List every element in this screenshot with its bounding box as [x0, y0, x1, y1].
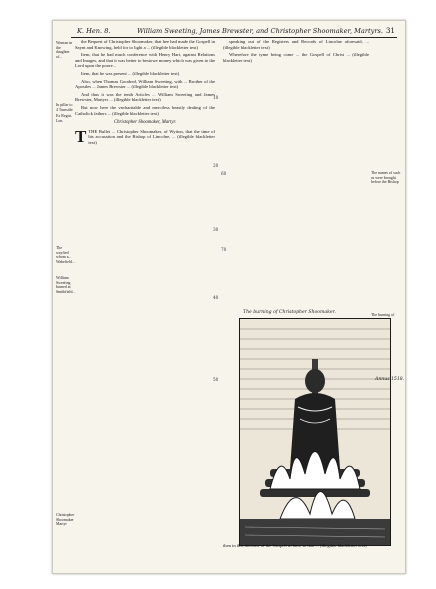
right-bottom-text: then in this doctrine of the Gospell in him, so that ... (illegible blackletter text)	[223, 543, 367, 548]
page-number: 31	[385, 26, 395, 35]
left-margin-note	[56, 246, 74, 266]
martyr-burning-image	[240, 319, 390, 545]
year-note: Annus 1518.	[375, 377, 405, 382]
margin-note: Christopher Shoomaker Martyr	[56, 513, 75, 527]
paragraph: the Bequest of Christopher Shoomaker, that hee had made the Gospell in Saynt and Knowing, held for to light a ... (illegible blackletter text)	[75, 39, 215, 50]
margin-note: William Sweeting burned at Smithfield...	[56, 276, 76, 294]
line-mark: 30	[213, 227, 219, 232]
right-margin-note	[371, 171, 403, 187]
left-margin-note	[56, 103, 74, 125]
left-margin-note	[56, 513, 74, 529]
line-mark: 60	[221, 171, 227, 176]
paragraph: Wherefore the tyme being come ... the Gospell of Christ ... (illegible blackletter text)	[223, 52, 369, 63]
paragraph: But now here the vncharitable and merciless beastly dealing of the Catholick fathers ... (illegible blackletter text)	[75, 104, 215, 116]
margin-note: Woman in the daughter of...	[56, 41, 73, 59]
left-margin-note	[56, 276, 74, 296]
image-caption: The burning of Christopher Shoomaker.	[243, 310, 336, 315]
header-rule	[71, 37, 397, 38]
document-page	[52, 20, 406, 574]
margin-note: The names of such as were brought before the Bishop	[371, 171, 401, 185]
line-mark: 10	[213, 95, 219, 100]
line-mark: 70	[221, 247, 227, 252]
paragraph: Item, that he had much conference with Henry Hart, against Relations and Images, and that it was better to bestowe money which was given to the Lord upon the poore...	[75, 52, 215, 69]
paragraph: Item, that he was present ... (illegible blackletter text)	[81, 70, 180, 76]
header-title: William Sweeting, James Brewster, and Christopher Shoomaker, Martyrs.	[137, 27, 383, 35]
left-margin-note	[56, 41, 74, 61]
section-text	[75, 126, 215, 146]
margin-note: In pillar to 4 Turnstile	[56, 103, 73, 112]
line-mark: 20	[213, 163, 219, 168]
right-text-column	[223, 39, 369, 307]
header-section: K. Hen. 8.	[77, 27, 111, 35]
paragraph: Also, when Thomas Goodred, William Sweeting, with ... Brother of the Apostles ... James Brewster ... (illegible blackletter text)	[75, 78, 215, 90]
margin-note: Ex Regist. Lon.	[56, 114, 73, 123]
drop-cap: T	[75, 126, 87, 146]
section-title: Christopher Shoomaker, Martyr.	[113, 120, 177, 126]
woodcut-illustration	[239, 318, 391, 546]
paragraph: And thus it was the tenth Articles ... William Sweeting and James Brewster, Martyrs ... (illegible blackletter text)	[75, 91, 215, 103]
section-body: THE Bullet ... Christopher Shoomaker, of Wytton, that the time of his accusation and the Bishop of Lincolne, ... (illegible blackletter text)	[88, 128, 215, 145]
left-text-column	[75, 39, 215, 567]
paragraph: speaking out of the Registers and Records of Lincolne aforesaid, ... (illegible blackletter text)	[223, 39, 369, 50]
line-mark: 50	[213, 377, 219, 382]
line-mark: 40	[213, 295, 219, 300]
margin-note: The burning of	[371, 313, 395, 317]
margin-note: The wayfied whom a... Wakefield...	[56, 246, 75, 264]
